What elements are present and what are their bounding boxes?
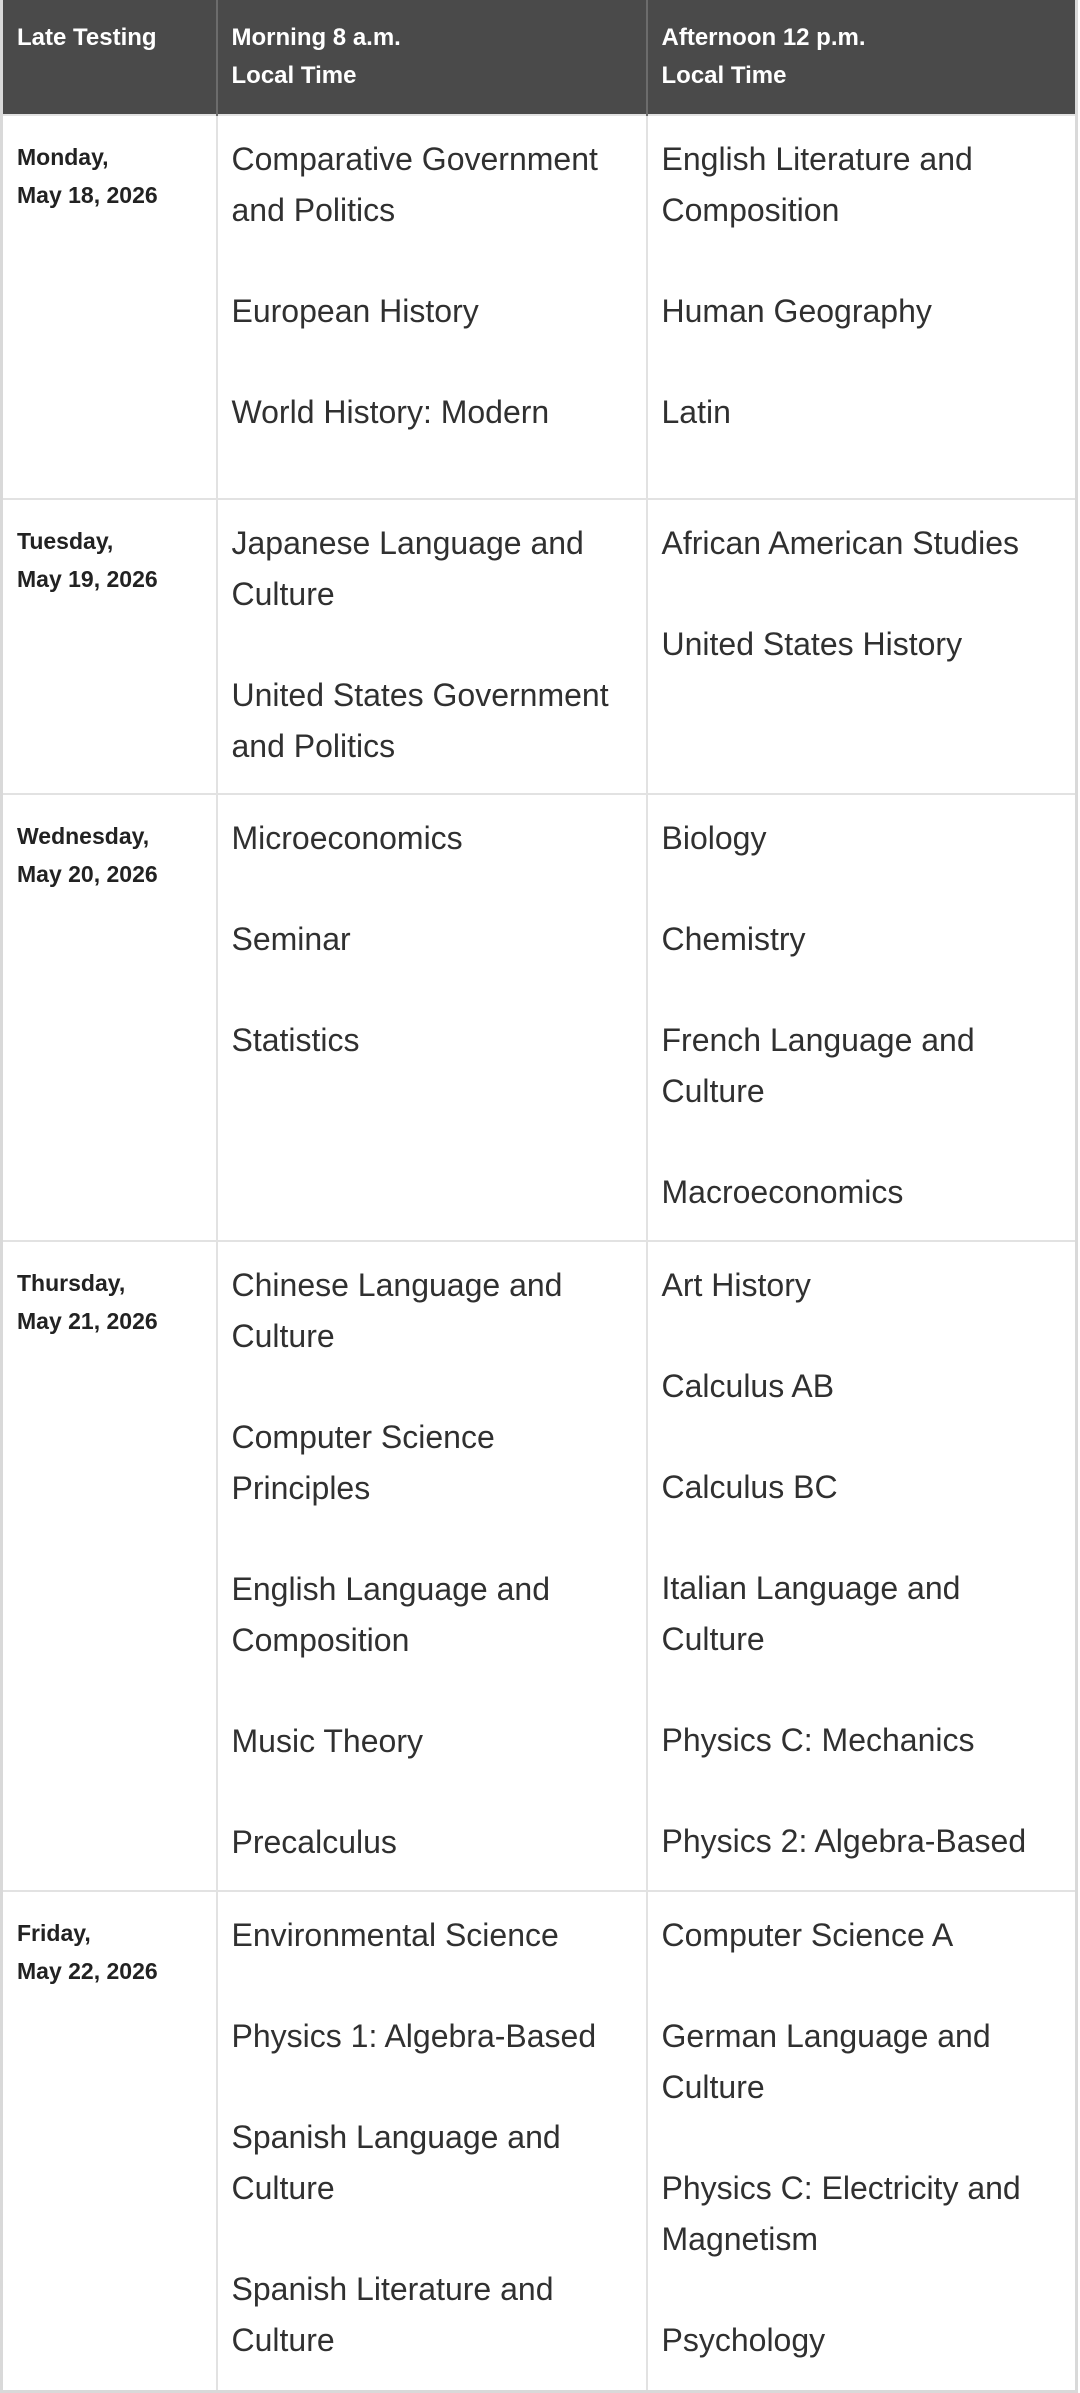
header-afternoon [647, 0, 1077, 115]
afternoon-cell [647, 794, 1077, 1241]
morning-cell [217, 499, 647, 794]
course-item: Physics C: Electricity and Magnetism [661, 2170, 1021, 2257]
day-cell [2, 794, 217, 1241]
table-header [2, 0, 1077, 115]
afternoon-cell [647, 1241, 1077, 1891]
afternoon-cell [647, 1891, 1077, 2391]
course-item: French Language and Culture [661, 1022, 975, 1109]
course-item: Statistics [231, 1022, 360, 1058]
morning-cell [217, 794, 647, 1241]
afternoon-cell [647, 499, 1077, 794]
day-cell [2, 1891, 217, 2391]
day-date: May 18, 2026 [17, 182, 158, 208]
day-weekday: Wednesday, [17, 823, 150, 849]
day-date: May 21, 2026 [17, 1308, 158, 1334]
morning-course-list [218, 1892, 646, 2380]
header-morning-time: Morning 8 a.m. [231, 24, 401, 51]
morning-cell [217, 1241, 647, 1891]
day-weekday: Friday, [17, 1920, 91, 1946]
morning-course-list [218, 795, 646, 1080]
day-weekday: Tuesday, [17, 528, 114, 554]
afternoon-cell [647, 115, 1077, 499]
table-body [2, 115, 1077, 2391]
course-item: Art History [661, 1267, 811, 1303]
course-item: Environmental Science [231, 1917, 559, 1953]
course-item: Macroeconomics [661, 1174, 904, 1210]
day-date: May 19, 2026 [17, 566, 158, 592]
day-date: May 22, 2026 [17, 1958, 158, 1984]
day-date: May 20, 2026 [17, 861, 158, 887]
course-item: Human Geography [661, 293, 932, 329]
afternoon-course-list [648, 795, 1076, 1232]
header-afternoon-time: Afternoon 12 p.m. [661, 24, 866, 51]
header-late-testing [2, 0, 217, 115]
header-label: Late Testing [17, 24, 157, 51]
table-row-friday [2, 1891, 1077, 2391]
afternoon-course-list [648, 116, 1076, 452]
course-item: Psychology [661, 2322, 826, 2358]
header-afternoon-zone: Local Time [661, 62, 787, 89]
course-item: English Literature and Composition [661, 141, 973, 228]
course-item: Spanish Language and Culture [231, 2119, 561, 2206]
course-item: United States Government and Politics [231, 677, 609, 764]
table-row-tuesday [2, 499, 1077, 794]
course-item: Chemistry [661, 921, 806, 957]
course-item: Latin [661, 394, 731, 430]
course-item: United States History [661, 626, 963, 662]
afternoon-course-list [648, 1892, 1076, 2380]
course-item: Calculus AB [661, 1368, 835, 1404]
table-row-wednesday [2, 794, 1077, 1241]
morning-course-list [218, 1242, 646, 1882]
course-item: Precalculus [231, 1824, 397, 1860]
course-item: Spanish Literature and Culture [231, 2271, 554, 2358]
course-item: Comparative Government and Politics [231, 141, 598, 228]
course-item: Calculus BC [661, 1469, 838, 1505]
header-morning [217, 0, 647, 115]
course-item: Physics 1: Algebra-Based [231, 2018, 597, 2054]
course-item: Japanese Language and Culture [231, 525, 584, 612]
course-item: Physics 2: Algebra-Based [661, 1823, 1027, 1859]
day-weekday: Thursday, [17, 1270, 126, 1296]
morning-course-list [218, 500, 646, 786]
day-cell [2, 499, 217, 794]
header-morning-zone: Local Time [231, 62, 357, 89]
day-cell [2, 1241, 217, 1891]
course-item: Biology [661, 820, 767, 856]
header-row [2, 0, 1077, 115]
afternoon-course-list [648, 1242, 1076, 1881]
course-item: Computer Science A [661, 1917, 954, 1953]
day-cell [2, 115, 217, 499]
morning-cell [217, 115, 647, 499]
course-item: Italian Language and Culture [661, 1570, 961, 1657]
course-item: World History: Modern [231, 394, 550, 430]
course-item: German Language and Culture [661, 2018, 991, 2105]
course-item: Seminar [231, 921, 351, 957]
morning-course-list [218, 116, 646, 452]
day-weekday: Monday, [17, 144, 109, 170]
course-item: Chinese Language and Culture [231, 1267, 563, 1354]
course-item: African American Studies [661, 525, 1019, 561]
course-item: Microeconomics [231, 820, 463, 856]
course-item: English Language and Composition [231, 1571, 550, 1658]
course-item: Computer Science Principles [231, 1419, 495, 1506]
table-row-thursday [2, 1241, 1077, 1891]
table-row-monday [2, 115, 1077, 499]
course-item: Physics C: Mechanics [661, 1722, 975, 1758]
afternoon-course-list [648, 500, 1076, 684]
course-item: Music Theory [231, 1723, 423, 1759]
morning-cell [217, 1891, 647, 2391]
course-item: European History [231, 293, 479, 329]
